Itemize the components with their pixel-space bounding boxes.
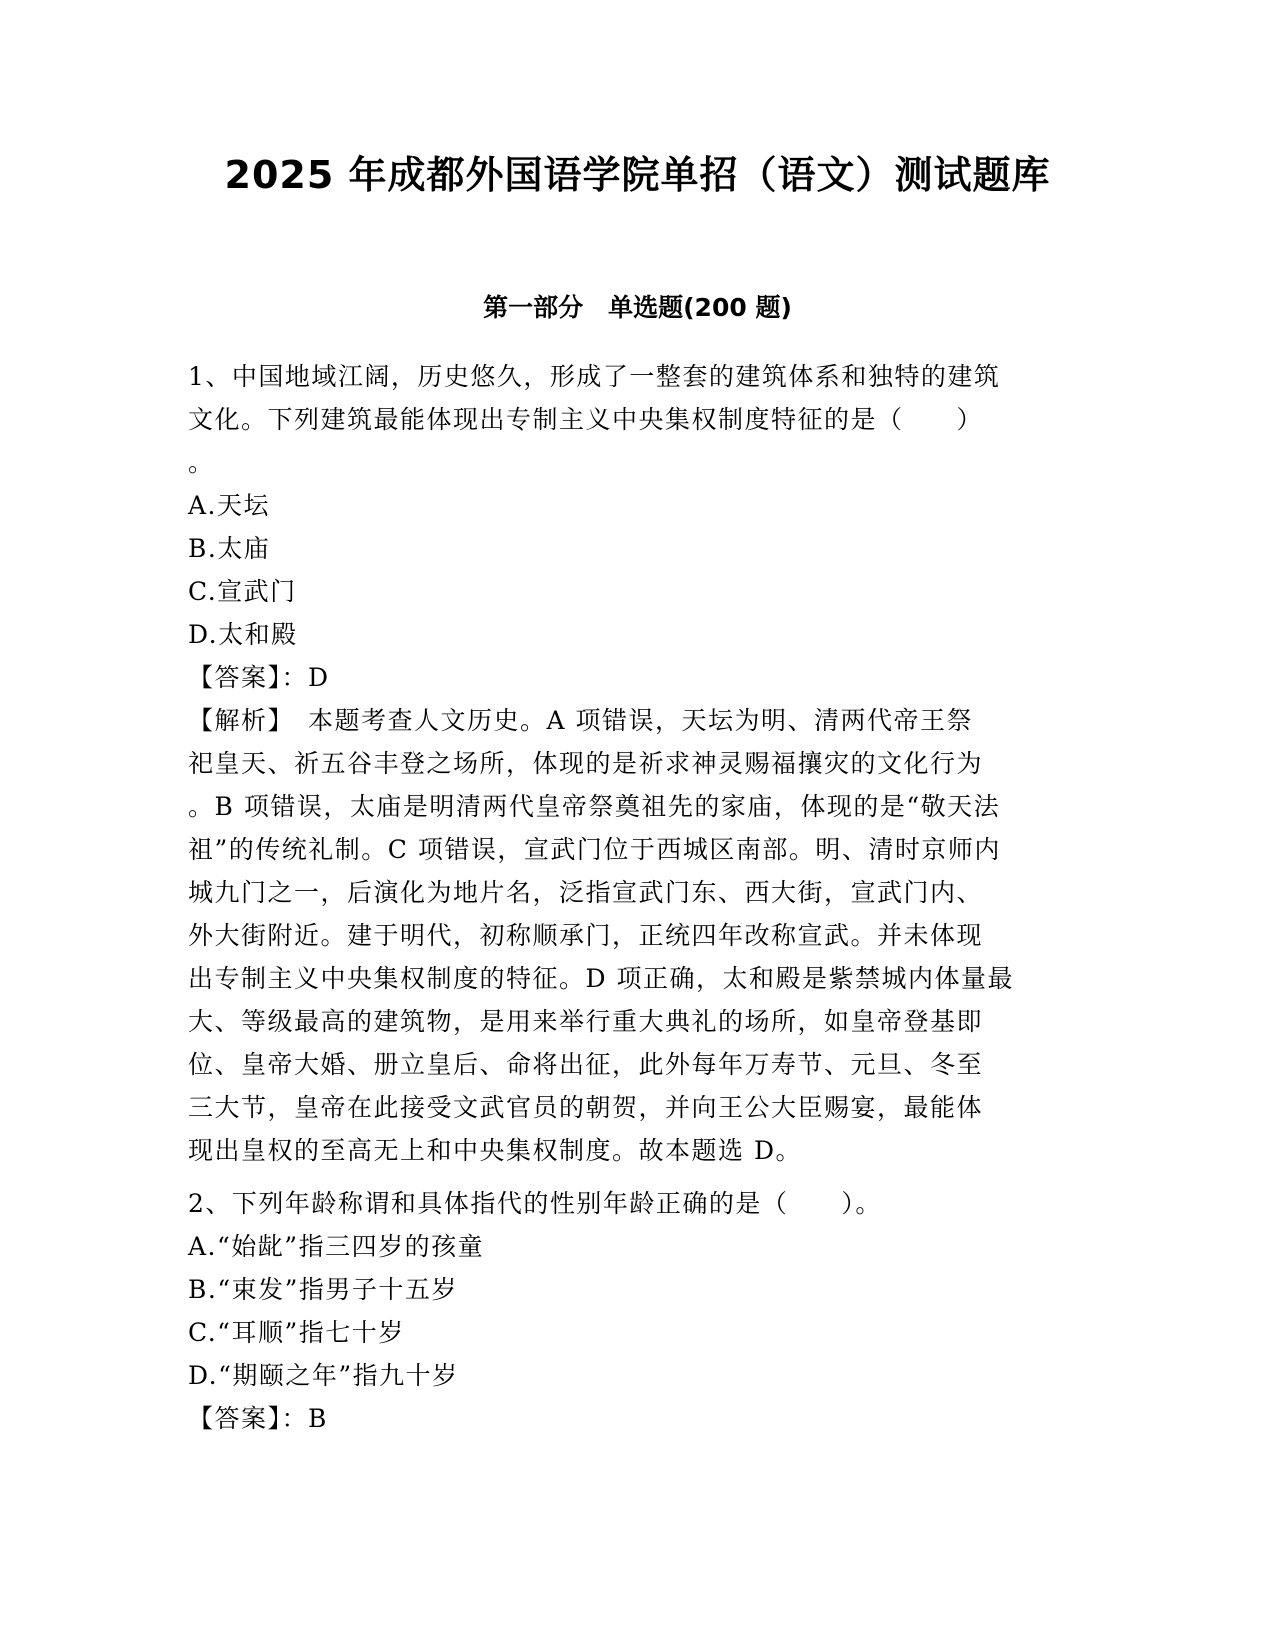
question-1-answer <box>188 656 1098 699</box>
question-1 <box>188 355 1098 1172</box>
question-2-option-a: A.“始龀”指三四岁的孩童 <box>188 1232 485 1261</box>
analysis-label: 【解析】 <box>188 706 282 735</box>
document-title: 2025 年成都外国语学院单招（语文）测试题库 <box>224 153 1051 197</box>
question-2-option-b: B.“束发”指男子十五岁 <box>188 1275 458 1304</box>
question-1-option-a: A.天坛 <box>188 491 271 520</box>
question-1-analysis-line: 祖”的传统礼制。C 项错误，宣武门位于西城区南部。明、清时京师内 <box>188 835 1001 864</box>
question-1-stem-line: 1、中国地域江阔，历史悠久，形成了一整套的建筑体系和独特的建筑 <box>188 362 1001 391</box>
question-1-analysis-line: 位、皇帝大婚、册立皇后、命将出征，此外每年万寿节、元旦、冬至 <box>188 1050 984 1079</box>
answer-label: 【答案】： <box>188 663 309 692</box>
question-2 <box>188 1182 1098 1440</box>
section-title: 第一部分 单选题(200 题) <box>483 293 792 322</box>
question-2-answer <box>188 1397 1098 1440</box>
question-1-stem-line: 。 <box>188 448 215 477</box>
question-1-analysis-line: 现出皇权的至高无上和中央集权制度。故本题选 D。 <box>188 1136 802 1165</box>
analysis-text: 本题考查人文历史。A 项错误，天坛为明、清两代帝王祭 <box>281 706 974 735</box>
question-1-analysis-line: 三大节，皇帝在此接受文武官员的朝贺，并向王公大臣赐宴，最能体 <box>188 1093 984 1122</box>
question-1-analysis-line: 大、等级最高的建筑物，是用来举行重大典礼的场所，如皇帝登基即 <box>188 1007 984 1036</box>
question-1-stem-line: 文化。下列建筑最能体现出专制主义中央集权制度特征的是（ ） <box>188 405 984 434</box>
question-1-option-b: B.太庙 <box>188 534 271 563</box>
question-1-analysis-line <box>188 699 1098 742</box>
question-1-option-d: D.太和殿 <box>188 620 298 649</box>
answer-value: D <box>308 663 330 692</box>
question-2-option-d: D.“期颐之年”指九十岁 <box>188 1361 459 1390</box>
question-list <box>188 355 1098 1440</box>
question-1-option-c: C.宣武门 <box>188 577 297 606</box>
question-1-analysis-line: 祀皇天、祈五谷丰登之场所，体现的是祈求神灵赐福攘灾的文化行为 <box>188 749 984 778</box>
question-1-analysis-line: 外大街附近。建于明代，初称顺承门，正统四年改称宣武。并未体现 <box>188 921 984 950</box>
question-1-analysis-line: 城九门之一，后演化为地片名，泛指宣武门东、西大街，宣武门内、 <box>188 878 984 907</box>
question-1-analysis-line: 。B 项错误，太庙是明清两代皇帝祭奠祖先的家庙，体现的是“敬天法 <box>188 792 1001 821</box>
question-2-stem-line: 2、下列年龄称谓和具体指代的性别年龄正确的是（ ）。 <box>188 1189 882 1218</box>
answer-label: 【答案】： <box>188 1404 309 1433</box>
answer-value: B <box>308 1404 328 1433</box>
question-1-analysis-line: 出专制主义中央集权制度的特征。D 项正确，太和殿是紫禁城内体量最 <box>188 964 1014 993</box>
question-2-option-c: C.“耳顺”指七十岁 <box>188 1318 405 1347</box>
